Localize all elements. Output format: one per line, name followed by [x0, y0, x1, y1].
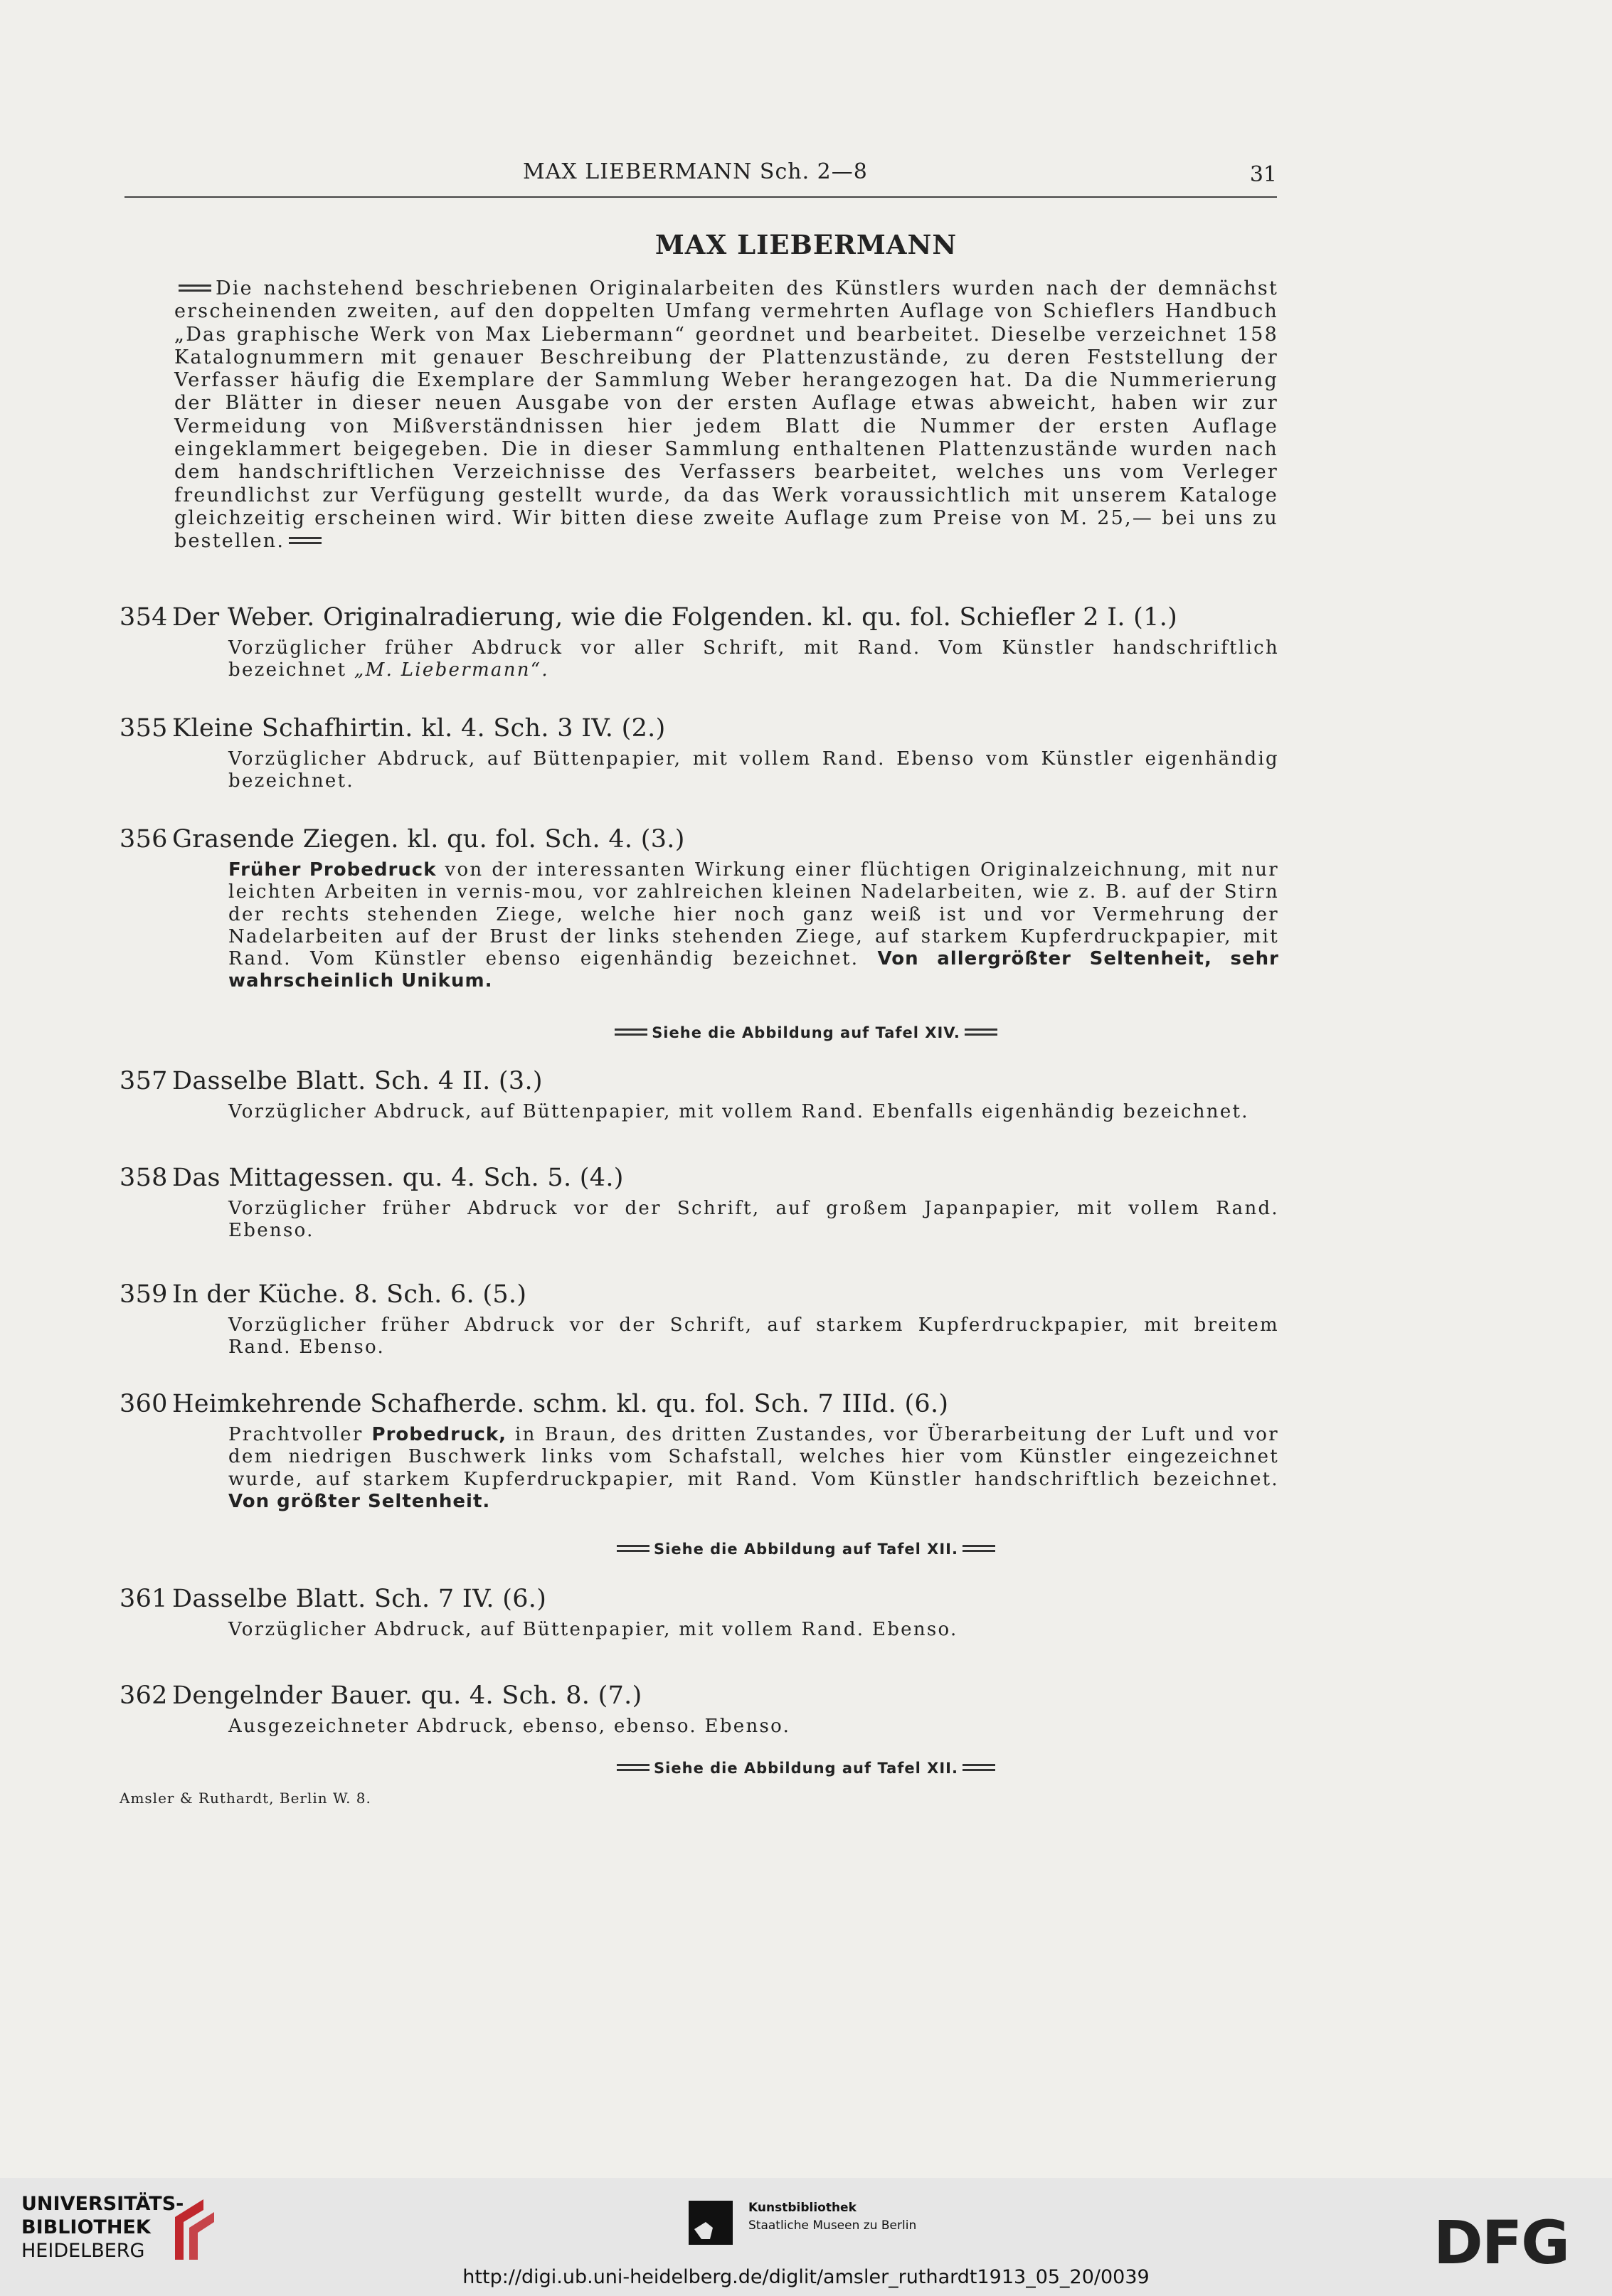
digitization-footer: [0, 2178, 1612, 2296]
double-dash-ornament: [179, 285, 211, 292]
double-dash-ornament: [963, 1545, 995, 1552]
plate-reference: [0, 1024, 1612, 1041]
kb-line-1: Kunstbibliothek: [748, 2201, 857, 2215]
entry-heading: [120, 1585, 1279, 1613]
entry-description: [228, 637, 1279, 682]
plate-reference: [0, 1760, 1612, 1777]
header-rule: [124, 196, 1277, 198]
entry-heading: [120, 1164, 1279, 1192]
entry-text: Vorzüglicher früher Abdruck vor aller Schrift, mit Rand. Vom Künstler handschriftlich bezeichnet: [228, 637, 1279, 681]
entry-number: 354: [120, 603, 168, 632]
plate-reference: [0, 1541, 1612, 1558]
dfg-logo: DFG: [1433, 2208, 1569, 2278]
entry-title: Kleine Schafhirtin. kl. 4. Sch. 3 IV. (2.): [172, 714, 666, 743]
entry-heading: [120, 1067, 1279, 1095]
entry-emphasis: Probedruck,: [371, 1424, 507, 1445]
entry-description: Vorzüglicher früher Abdruck vor der Schrift, auf starkem Kupferdruckpapier, mit breitem Rand. Ebenso.: [228, 1314, 1279, 1359]
permalink-url[interactable]: http://digi.ub.uni-heidelberg.de/diglit/amsler_ruthardt1913_05_20/0039: [462, 2266, 1150, 2288]
entry-description: [228, 1424, 1279, 1513]
entry-title: Grasende Ziegen. kl. qu. fol. Sch. 4. (3.): [172, 825, 685, 854]
entry-title: Heimkehrende Schafherde. schm. kl. qu. fol. Sch. 7 IIId. (6.): [172, 1390, 949, 1418]
entry-emphasis: Von allergrößter Seltenheit, sehr wahrscheinlich Unikum.: [228, 948, 1279, 992]
catalog-entry: [120, 1390, 1279, 1513]
entry-heading: [120, 603, 1279, 632]
entry-number: 361: [120, 1585, 168, 1613]
entry-number: 360: [120, 1390, 168, 1418]
entry-title: Das Mittagessen. qu. 4. Sch. 5. (4.): [172, 1164, 624, 1192]
entry-text: von der interessanten Wirkung einer flüchtigen Originalzeichnung, mit nur leichten Arbeiten in vernis-mou, vor zahlreichen kleinen Nadelarbeiten, wie z. B. auf der Stirn der rechts stehenden Ziege, welche hier noch ganz weiß ist und vor Vermehrung der Nadelarbeiten auf der Brust der links stehenden Ziege, auf starkem Kupferdruckpapier, mit Rand. Vom Künstler ebenso eigenhändig bezeichnet.: [228, 859, 1279, 970]
entry-text: in Braun, des dritten Zustandes, vor Überarbeitung der Luft und vor dem niedrigen Buschwerk links vom Schafstall, welches hier vom Künstler eingezeichnet wurde, auf starkem Kupferdruckpapier, mit Rand. Vom Künstler handschriftlich bezeichnet.: [228, 1424, 1279, 1490]
catalog-entry: [120, 1067, 1279, 1123]
entry-heading: [120, 714, 1279, 743]
intro-text: Die nachstehend beschriebenen Originalarbeiten des Künstlers wurden nach der demnächst erscheinenden zweiten, auf den doppelten Umfang vermehrten Auflage von Schieflers Handbuch „Das graphische Werk von Max Liebermann“ geordnet und bearbeitet. Dieselbe verzeichnet 158 Katalognummern mit genauer Beschreibung der Plattenzustände, zu deren Feststellung der Verfasser häufig die Exemplare der Sammlung Weber herangezogen hat. Da die Nummerierung der Blätter in dieser neuen Ausgabe von der ersten Auflage etwas abweicht, haben wir zur Vermeidung von Mißverständnissen hier jedem Blatt die Nummer der ersten Auflage eingeklammert beigegeben. Die in dieser Sammlung enthaltenen Plattenzustände wurden nach dem handschriftlichen Verzeichnisse des Verfassers bearbeitet, welches uns vom Verleger freundlichst zur Verfügung gestellt wurde, da das Werk voraussichtlich mit unserem Kataloge gleichzeitig erscheinen wird. Wir bitten diese zweite Auflage zum Preise von M. 25,— bei uns zu bestellen.: [174, 277, 1278, 553]
intro-paragraph: [174, 277, 1278, 553]
entry-description: Vorzüglicher Abdruck, auf Büttenpapier, mit vollem Rand. Ebenfalls eigenhändig bezeichnet.: [228, 1101, 1249, 1122]
entry-title: In der Küche. 8. Sch. 6. (5.): [172, 1280, 527, 1309]
entry-number: 359: [120, 1280, 168, 1309]
ub-heidelberg-wordmark: [21, 2192, 184, 2263]
ub-line-3: HEIDELBERG: [21, 2240, 145, 2262]
running-header: [124, 159, 1277, 195]
printer-imprint: Amsler & Ruthardt, Berlin W. 8.: [120, 1790, 371, 1807]
entry-signature: „M. Liebermann“.: [354, 659, 549, 681]
entry-title: Dengelnder Bauer. qu. 4. Sch. 8. (7.): [172, 1681, 642, 1710]
plate-reference-text: Siehe die Abbildung auf Tafel XIV.: [652, 1024, 960, 1041]
entry-description: Ausgezeichneter Abdruck, ebenso, ebenso. Ebenso.: [228, 1716, 791, 1737]
entry-heading: [120, 825, 1279, 854]
catalog-entry: [120, 825, 1279, 993]
entry-number: 356: [120, 825, 168, 854]
kunstbibliothek-wordmark: [748, 2199, 916, 2235]
catalog-entry: [120, 1585, 1279, 1641]
catalog-entry: [120, 1681, 1279, 1738]
ub-line-2: BIBLIOTHEK: [21, 2216, 151, 2238]
catalog-entry: [120, 603, 1279, 682]
double-dash-ornament: [617, 1545, 649, 1552]
entry-heading: [120, 1681, 1279, 1710]
catalog-entry: [120, 1280, 1279, 1359]
double-dash-ornament: [965, 1029, 997, 1036]
entry-description: Vorzüglicher früher Abdruck vor der Schrift, auf großem Japanpapier, mit vollem Rand. Ebenso.: [228, 1198, 1279, 1242]
entry-title: Der Weber. Originalradierung, wie die Folgenden. kl. qu. fol. Schiefler 2 I. (1.): [172, 603, 1178, 632]
entry-number: 362: [120, 1681, 168, 1710]
double-dash-ornament: [615, 1029, 647, 1036]
entry-heading: [120, 1390, 1279, 1418]
entry-number: 357: [120, 1067, 168, 1095]
entry-title: Dasselbe Blatt. Sch. 4 II. (3.): [172, 1067, 543, 1095]
double-dash-ornament: [963, 1764, 995, 1771]
entry-emphasis: Früher Probedruck: [228, 859, 437, 881]
page-number: 31: [1249, 162, 1277, 187]
section-title: MAX LIEBERMANN: [654, 229, 958, 260]
entry-emphasis: Von größter Seltenheit.: [228, 1490, 491, 1512]
double-dash-ornament: [617, 1764, 649, 1771]
running-title: MAX LIEBERMANN Sch. 2—8: [523, 159, 868, 184]
entry-heading: [120, 1280, 1279, 1309]
plate-reference-text: Siehe die Abbildung auf Tafel XII.: [654, 1760, 958, 1777]
entry-description: [228, 859, 1279, 993]
entry-description: Vorzüglicher Abdruck, auf Büttenpapier, mit vollem Rand. Ebenso.: [228, 1619, 958, 1640]
entry-description: Vorzüglicher Abdruck, auf Büttenpapier, mit vollem Rand. Ebenso vom Künstler eigenhändig bezeichnet.: [228, 748, 1279, 792]
catalog-entry: [120, 714, 1279, 793]
ub-line-1: UNIVERSITÄTS-: [21, 2193, 184, 2215]
entry-number: 355: [120, 714, 168, 743]
kb-line-2: Staatliche Museen zu Berlin: [748, 2218, 917, 2233]
entry-text: Prachtvoller: [228, 1424, 372, 1445]
ub-heidelberg-logo-icon: [161, 2192, 225, 2263]
plate-reference-text: Siehe die Abbildung auf Tafel XII.: [654, 1541, 958, 1558]
entry-title: Dasselbe Blatt. Sch. 7 IV. (6.): [172, 1585, 547, 1613]
catalog-entry: [120, 1164, 1279, 1243]
kunstbibliothek-logo-icon: [689, 2201, 733, 2245]
entry-number: 358: [120, 1164, 168, 1192]
double-dash-ornament: [289, 537, 322, 544]
